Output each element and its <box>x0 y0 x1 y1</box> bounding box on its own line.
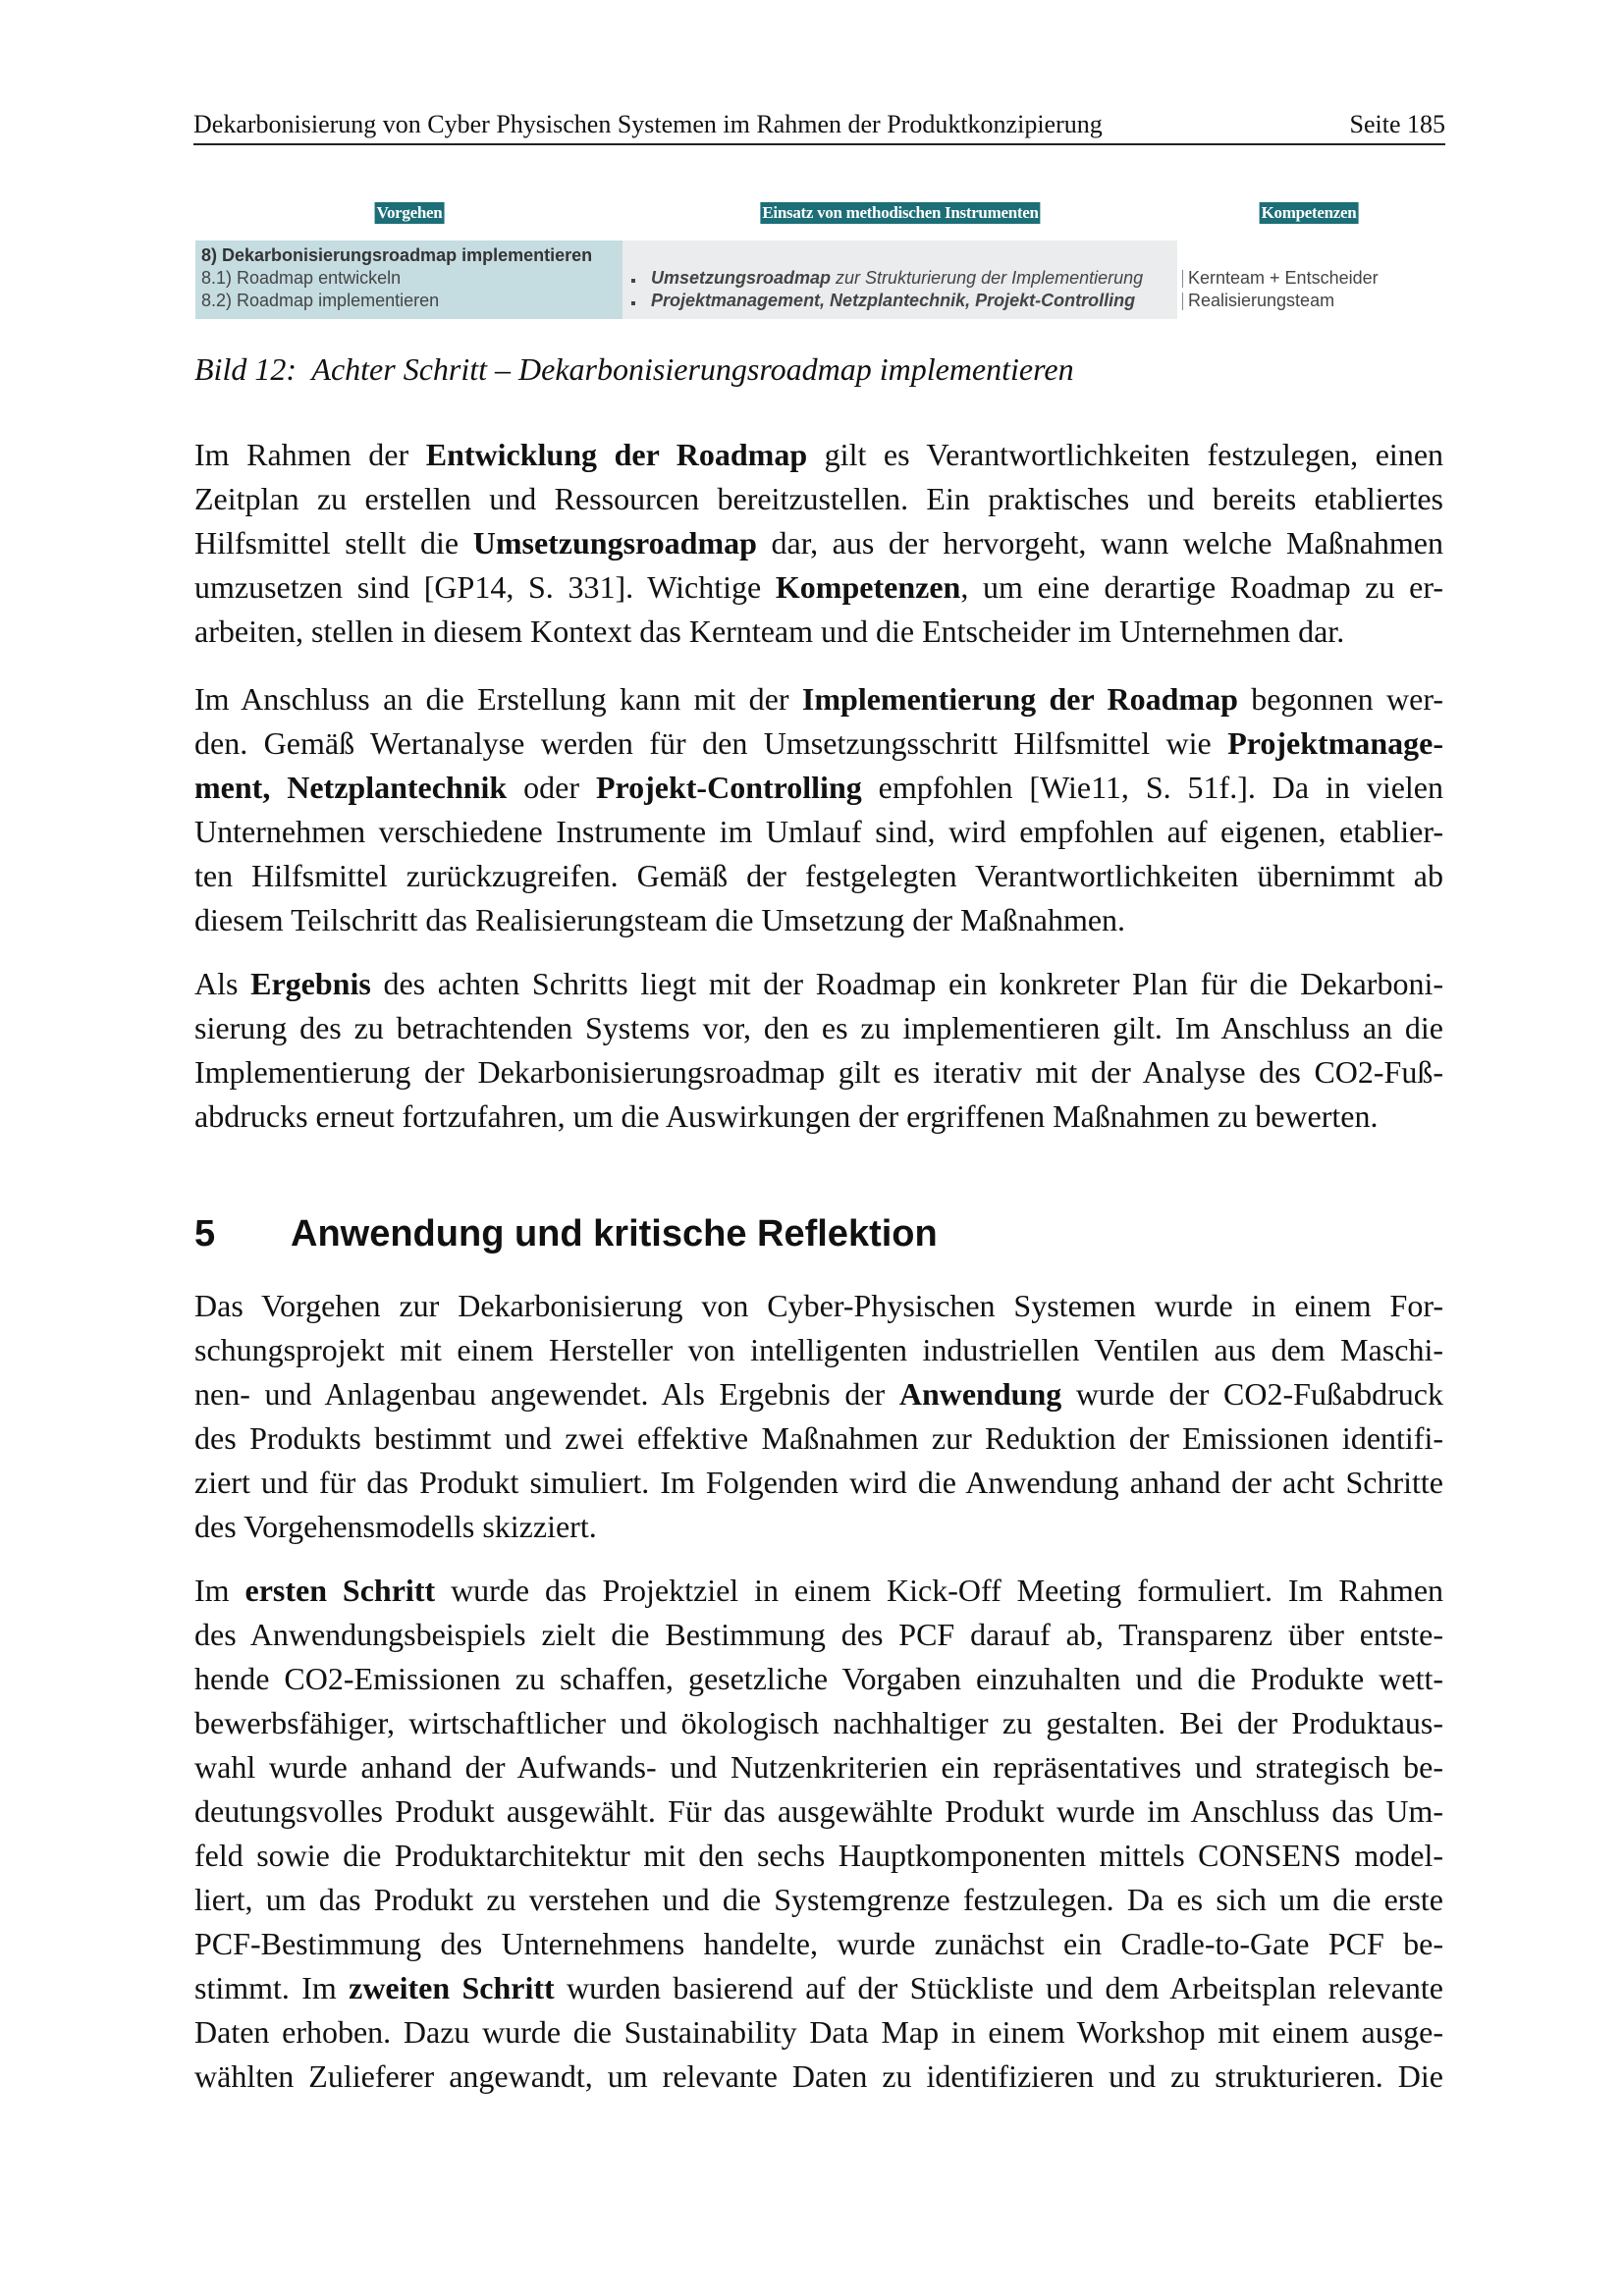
text-run: Unternehmen verschiedene Instrumente im Umlauf sind, wird empfohlen auf eigenen, etablier- <box>194 814 1443 849</box>
paragraph <box>194 677 1443 942</box>
text-line <box>194 854 1443 898</box>
text-line <box>194 721 1443 766</box>
text-line <box>194 1461 1443 1505</box>
competence-item: Kernteam + Entscheider <box>1188 268 1379 288</box>
text-line <box>194 1922 1443 1966</box>
text-run: Hilfsmittel stellt die <box>194 525 473 561</box>
text-line <box>194 898 1443 942</box>
text-run: stimmt. Im <box>194 1970 350 2005</box>
running-header <box>193 110 1445 139</box>
text-line <box>194 1006 1443 1050</box>
step-title: 8) Dekarbonisierungsroadmap implementieren <box>201 245 593 265</box>
text-line <box>194 521 1443 565</box>
text-run: ziert und für das Produkt simuliert. Im Folgenden wird die Anwendung anhand der acht Schritte <box>194 1465 1443 1500</box>
competence-item: Realisierungsteam <box>1188 291 1335 310</box>
text-run: liert, um das Produkt zu verstehen und die Systemgrenze festzulegen. Da es sich um die erste <box>194 1882 1443 1917</box>
text-run: Im Rahmen der <box>194 437 426 472</box>
text-line <box>194 1372 1443 1416</box>
text-line <box>194 2010 1443 2055</box>
text-line <box>194 565 1443 610</box>
text-run: schungsprojekt mit einem Hersteller von intelligenten industriellen Ventilen aus dem Maschi- <box>194 1332 1443 1367</box>
text-run: des Produkts bestimmt und zwei effektive Maßnahmen zur Reduktion der Emissionen identifi- <box>194 1420 1443 1456</box>
substep: 8.2) Roadmap implementieren <box>201 291 440 310</box>
text-run: ten Hilfsmittel zurückzugreifen. Gemäß der festgelegten Verantwortlichkeiten übernimmt ab <box>194 858 1443 893</box>
text-run: begonnen wer- <box>1237 681 1444 717</box>
text-run: oder <box>507 770 596 805</box>
bullet-icon <box>631 279 635 283</box>
text-line <box>194 1745 1443 1789</box>
bold-term: Projekt-Controlling <box>595 770 862 805</box>
text-run: arbeiten, stellen in diesem Kontext das Kernteam und die Entscheider im Unternehmen dar. <box>194 614 1345 649</box>
divider <box>1182 293 1183 310</box>
text-run: empfohlen [Wie11, S. 51f.]. Da in vielen <box>861 770 1444 805</box>
instrument-item: Umsetzungsroadmap zur Strukturierung der Implementierung <box>651 268 1144 288</box>
instrument-item: Projektmanagement, Netzplantechnik, Projekt-Controlling <box>651 291 1136 310</box>
text-line <box>194 1416 1443 1461</box>
bold-term: ersten Schritt <box>244 1573 436 1608</box>
paragraph <box>194 1284 1443 1549</box>
text-line <box>194 610 1443 654</box>
bold-term: Anwendung <box>898 1376 1062 1412</box>
paragraph <box>194 433 1443 654</box>
text-run: wurde das Projektziel in einem Kick-Off Meeting formuliert. Im Rahmen <box>435 1573 1444 1608</box>
text-run: bewerbsfähiger, wirtschaftlicher und ökologisch nachhaltiger zu gestalten. Bei der Produktaus- <box>194 1705 1443 1740</box>
text-run: Im <box>194 1573 245 1608</box>
text-line <box>194 766 1443 810</box>
text-run: deutungsvolles Produkt ausgewählt. Für das ausgewählte Produkt wurde im Anschluss das Um- <box>194 1793 1443 1829</box>
bold-term: ment, Netzplantechnik <box>194 770 508 805</box>
page-number: Seite 185 <box>1349 110 1445 138</box>
text-run: Implementierung der Dekarbonisierungsroadmap gilt es iterativ mit der Analyse des CO2-Fuß- <box>194 1054 1443 1090</box>
text-line <box>194 1328 1443 1372</box>
figure-header-instrumente: Einsatz von methodischen Instrumenten <box>762 203 1039 222</box>
bold-term: Kompetenzen <box>775 569 961 605</box>
header-rule <box>193 143 1445 145</box>
substep: 8.1) Roadmap entwickeln <box>201 268 402 288</box>
figure-header-kompetenzen: Kompetenzen <box>1261 203 1357 222</box>
bullet-icon <box>631 301 635 305</box>
text-run: wählten Zulieferer angewandt, um relevante Daten zu identifizieren und zu strukturieren. Die <box>194 2058 1443 2094</box>
text-line <box>194 1505 1443 1549</box>
divider <box>1182 270 1183 288</box>
text-run: des achten Schritts liegt mit der Roadmap ein konkreter Plan für die Dekarboni- <box>370 966 1444 1001</box>
text-run: , um eine derartige Roadmap zu er- <box>960 569 1443 605</box>
text-line <box>194 1657 1443 1701</box>
text-line <box>194 477 1443 521</box>
bold-term: Implementierung der Roadmap <box>801 681 1238 717</box>
bold-term: Ergebnis <box>250 966 371 1001</box>
text-run: hende CO2-Emissionen zu schaffen, gesetzliche Vorgaben einzuhalten und die Produkte wett- <box>194 1661 1443 1696</box>
text-line <box>194 1701 1443 1745</box>
section-heading <box>194 1213 938 1255</box>
paragraph <box>194 962 1443 1139</box>
text-run: gilt es Verantwortlichkeiten festzulegen, einen <box>807 437 1444 472</box>
text-run: Als <box>194 966 251 1001</box>
figure-header-vorgehen: Vorgehen <box>376 203 443 222</box>
text-run: Im Anschluss an die Erstellung kann mit der <box>194 681 802 717</box>
section-title: Anwendung und kritische Reflektion <box>291 1213 938 1255</box>
figure-caption: Bild 12: Achter Schritt – Dekarbonisierungsroadmap implementieren <box>194 351 1074 387</box>
bold-term: Umsetzungsroadmap <box>472 525 757 561</box>
text-run: sierung des zu betrachtenden Systems vor, den es zu implementieren gilt. Im Anschluss an die <box>194 1010 1443 1045</box>
bold-term: Entwicklung der Roadmap <box>425 437 808 472</box>
text-run: dar, aus der hervorgeht, wann welche Maßnahmen <box>756 525 1444 561</box>
text-line <box>194 962 1443 1006</box>
text-run: des Anwendungsbeispiels zielt die Bestimmung des PCF darauf ab, Transparenz über entste- <box>194 1617 1443 1652</box>
text-line <box>194 1834 1443 1878</box>
text-run: wahl wurde anhand der Aufwands- und Nutzenkriterien ein repräsentatives und strategisch be- <box>194 1749 1443 1785</box>
text-line <box>194 1613 1443 1657</box>
text-line <box>194 1878 1443 1922</box>
text-line <box>194 2055 1443 2099</box>
text-run: Das Vorgehen zur Dekarbonisierung von Cyber-Physischen Systemen wurde in einem For- <box>194 1288 1443 1323</box>
text-run: Zeitplan zu erstellen und Ressourcen bereitzustellen. Ein praktisches und bereits etabliertes <box>194 481 1443 516</box>
text-run: wurden basierend auf der Stückliste und dem Arbeitsplan relevante <box>554 1970 1444 2005</box>
text-line <box>194 810 1443 854</box>
text-run: den. Gemäß Wertanalyse werden für den Umsetzungsschritt Hilfsmittel wie <box>194 725 1228 761</box>
text-line <box>194 677 1443 721</box>
text-line <box>194 1095 1443 1139</box>
text-line <box>194 1284 1443 1328</box>
text-line <box>194 1789 1443 1834</box>
text-run: abdrucks erneut fortzufahren, um die Auswirkungen der ergriffenen Maßnahmen zu bewerten. <box>194 1098 1379 1134</box>
text-run: umzusetzen sind [GP14, S. 331]. Wichtige <box>194 569 776 605</box>
text-line <box>194 433 1443 477</box>
text-run: wurde der CO2-Fußabdruck <box>1061 1376 1443 1412</box>
text-line <box>194 1569 1443 1613</box>
bold-term: zweiten Schritt <box>349 1970 555 2005</box>
text-run: des Vorgehensmodells skizziert. <box>194 1509 597 1544</box>
text-line <box>194 1050 1443 1095</box>
running-header-title: Dekarbonisierung von Cyber Physischen Systemen im Rahmen der Produktkonzipierung <box>193 110 1103 138</box>
text-line <box>194 1966 1443 2010</box>
text-run: diesem Teilschritt das Realisierungsteam die Umsetzung der Maßnahmen. <box>194 902 1126 937</box>
text-run: Daten erhoben. Dazu wurde die Sustainability Data Map in einem Workshop mit einem ausge- <box>194 2014 1443 2050</box>
bold-term: Projektmanage- <box>1227 725 1443 761</box>
text-run: nen- und Anlagenbau angewendet. Als Ergebnis der <box>194 1376 899 1412</box>
paragraph <box>194 1569 1443 2099</box>
text-run: feld sowie die Produktarchitektur mit den sechs Hauptkomponenten mittels CONSENS model- <box>194 1838 1443 1873</box>
text-run: PCF-Bestimmung des Unternehmens handelte, wurde zunächst ein Cradle-to-Gate PCF be- <box>194 1926 1443 1961</box>
section-number: 5 <box>194 1213 216 1255</box>
